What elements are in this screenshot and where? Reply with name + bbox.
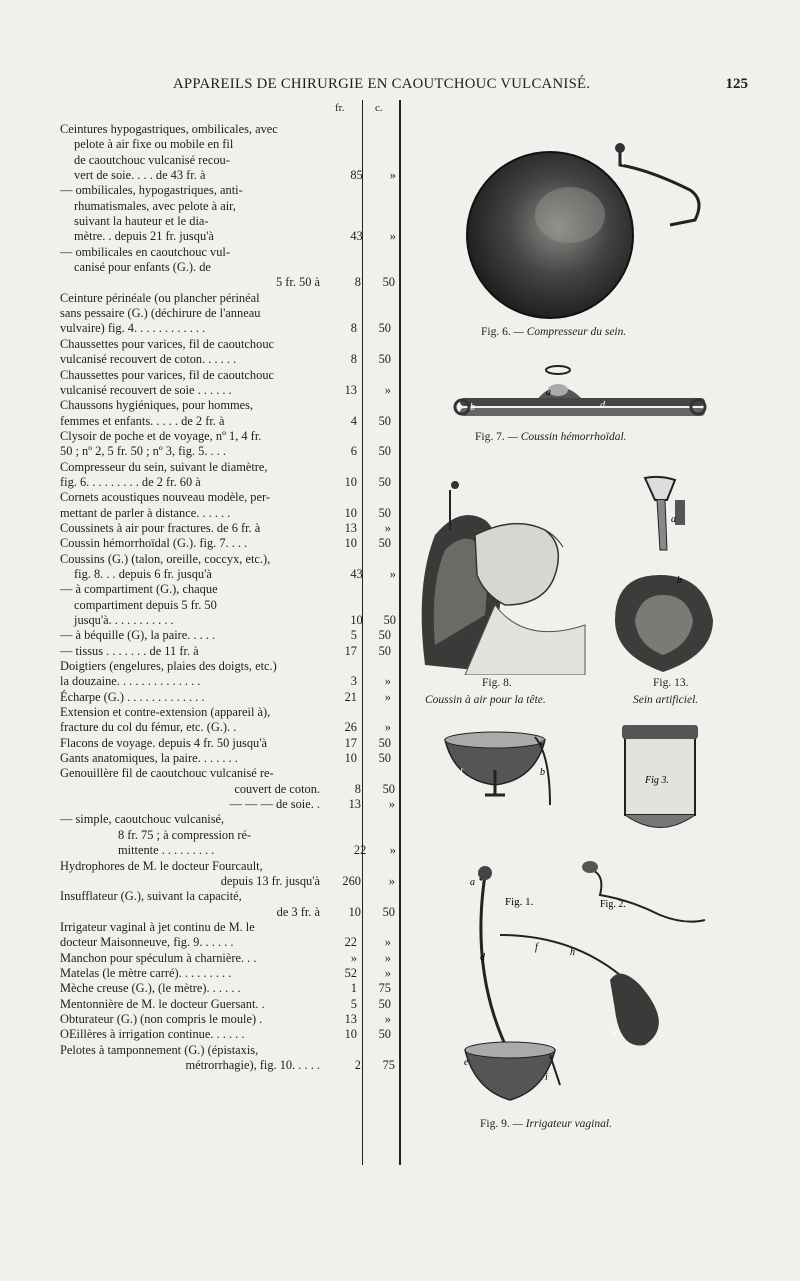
- price-row: [60, 1043, 400, 1058]
- price-row: [60, 552, 400, 567]
- price-centimes: 50: [378, 536, 391, 551]
- price-francs: [320, 859, 365, 874]
- price-francs: [320, 183, 365, 198]
- price-row: [60, 429, 400, 444]
- price-row: [60, 306, 400, 321]
- item-description: 8 fr. 75 ; à compression ré-: [118, 827, 252, 842]
- price-centimes: »: [389, 843, 396, 858]
- price-row: [60, 414, 400, 429]
- price-francs: [320, 122, 365, 137]
- fig9-inset3-label: Fig 3.: [645, 775, 669, 786]
- price-francs: 13: [344, 1011, 357, 1026]
- price-row: [60, 153, 400, 168]
- price-row: [60, 690, 400, 705]
- price-centimes: [371, 598, 400, 613]
- item-description: Hydrophores de M. le docteur Fourcault,: [60, 858, 263, 873]
- item-description: suivant la hauteur et le dia-: [74, 214, 209, 229]
- price-centimes: 50: [378, 321, 391, 336]
- price-francs: [320, 812, 365, 827]
- item-description: Pelotes à tamponnement (G.) (épistaxis,: [60, 1042, 259, 1057]
- price-row: [60, 981, 400, 996]
- price-centimes: 75: [378, 981, 391, 996]
- price-centimes: 50: [378, 628, 391, 643]
- price-row: [60, 812, 400, 827]
- item-description: la douzaine. . . . . . . . . . . . . .: [60, 674, 201, 689]
- item-description: pelote à air fixe ou mobile en fil: [74, 137, 234, 152]
- price-francs: [327, 214, 371, 229]
- price-row: [60, 582, 400, 597]
- price-row: [60, 1012, 400, 1027]
- price-row: [60, 368, 400, 383]
- fig13-caption-number: Fig. 13.: [653, 677, 689, 689]
- price-row: [60, 199, 400, 214]
- item-description: Mentonnière de M. le docteur Guersant. .: [60, 996, 265, 1011]
- price-francs: 10: [344, 474, 357, 489]
- item-description: Irrigateur vaginal à jet continu de M. le: [60, 919, 255, 934]
- price-row: [60, 352, 400, 367]
- price-row: [60, 751, 400, 766]
- price-row: [60, 598, 400, 613]
- price-centimes: 50: [378, 735, 391, 750]
- price-francs: 8: [350, 321, 357, 336]
- item-description: sans pessaire (G.) (déchirure de l'anneau: [60, 306, 261, 321]
- price-francs: [320, 291, 365, 306]
- item-description: Chaussettes pour varices, fil de caoutchouc: [60, 336, 275, 351]
- item-description: de caoutchouc vulcanisé recou-: [74, 152, 230, 167]
- price-row: [60, 782, 400, 797]
- price-francs: 13: [344, 382, 357, 397]
- price-row: [60, 490, 400, 505]
- price-row: [60, 1058, 400, 1073]
- price-centimes: [371, 260, 400, 275]
- price-francs: [320, 398, 365, 413]
- price-row: [60, 475, 400, 490]
- price-francs: [320, 368, 365, 383]
- fig7-letter-b: b: [470, 402, 475, 413]
- price-francs: [320, 337, 365, 352]
- price-centimes: 50: [382, 781, 395, 796]
- price-francs: [335, 828, 374, 843]
- item-description: — à compartiment (G.), chaque: [60, 582, 218, 597]
- price-centimes: 50: [378, 751, 391, 766]
- price-row: [60, 506, 400, 521]
- item-description: fracture du col du fémur, etc. (G.). .: [60, 720, 237, 735]
- price-francs: 43: [350, 566, 363, 581]
- item-description: Chaussons hygiéniques, pour hommes,: [60, 398, 254, 413]
- price-francs: 8: [350, 352, 357, 367]
- item-description: mètre. . depuis 21 fr. jusqu'à: [74, 229, 214, 244]
- price-row: [60, 567, 400, 582]
- price-row: [60, 935, 400, 950]
- price-centimes: 50: [382, 904, 395, 919]
- item-description: vulvaire) fig. 4. . . . . . . . . . . .: [60, 321, 206, 336]
- price-francs: 17: [344, 643, 357, 658]
- price-centimes: »: [388, 797, 395, 812]
- price-francs: 260: [342, 873, 361, 888]
- francs-column-header: fr.: [335, 102, 345, 114]
- price-centimes: [365, 812, 395, 827]
- price-centimes: »: [384, 689, 391, 704]
- item-description: — ombilicales en caoutchouc vul-: [60, 244, 230, 259]
- price-francs: 5: [350, 996, 357, 1011]
- price-centimes: [365, 889, 395, 904]
- price-centimes: [371, 153, 400, 168]
- item-description: Insufflateur (G.), suivant la capacité,: [60, 889, 242, 904]
- price-centimes: »: [384, 935, 391, 950]
- price-francs: »: [350, 950, 357, 965]
- price-francs: [320, 920, 365, 935]
- price-centimes: »: [384, 1011, 391, 1026]
- price-centimes: [365, 490, 395, 505]
- price-francs: [320, 889, 365, 904]
- price-centimes: »: [384, 950, 391, 965]
- item-description: 5 fr. 50 à: [275, 275, 320, 290]
- price-francs: [320, 659, 365, 674]
- price-centimes: [365, 337, 395, 352]
- price-row: [60, 889, 400, 904]
- item-description: Coussins (G.) (talon, oreille, coccyx, etc.),: [60, 551, 271, 566]
- page-header: [0, 76, 800, 100]
- price-centimes: »: [384, 520, 391, 535]
- price-francs: [320, 582, 365, 597]
- price-francs: 10: [348, 904, 361, 919]
- item-description: Gants anatomiques, la paire. . . . . . .: [60, 751, 238, 766]
- price-centimes: 50: [378, 352, 391, 367]
- fig9-letter-c: c: [540, 737, 545, 748]
- fig6-caption: Fig. 6. — Compresseur du sein.: [481, 326, 627, 338]
- price-centimes: [365, 1043, 395, 1058]
- fig9-letter-g: g: [612, 1027, 617, 1038]
- price-centimes: »: [384, 382, 391, 397]
- price-francs: 3: [350, 674, 357, 689]
- fig7-caption: Fig. 7. — Coussin hémorrhoïdal.: [475, 431, 627, 443]
- fig8-caption-label: Coussin à air pour la tête.: [425, 694, 546, 706]
- item-description: Cornets acoustiques nouveau modèle, per-: [60, 490, 270, 505]
- item-description: Manchon pour spéculum à charnière. . .: [60, 950, 257, 965]
- price-row: [60, 383, 400, 398]
- price-row: [60, 951, 400, 966]
- price-row: [60, 736, 400, 751]
- price-centimes: [365, 766, 395, 781]
- item-description: Doigtiers (engelures, plaies des doigts, etc.): [60, 659, 277, 674]
- price-francs: 10: [350, 613, 363, 627]
- price-row: [60, 229, 400, 244]
- price-francs: [320, 306, 365, 321]
- price-centimes: 50: [383, 613, 396, 627]
- price-centimes: [365, 398, 395, 413]
- price-centimes: [365, 245, 395, 260]
- price-row: [60, 291, 400, 306]
- price-francs: 13: [348, 797, 361, 812]
- price-francs: [327, 153, 371, 168]
- price-row: [60, 168, 400, 183]
- price-row: [60, 720, 400, 735]
- price-francs: 10: [344, 536, 357, 551]
- price-centimes: [365, 368, 395, 383]
- price-row: [60, 797, 400, 812]
- price-francs: [320, 766, 365, 781]
- price-francs: 10: [344, 751, 357, 766]
- price-francs: 5: [350, 628, 357, 643]
- price-row: [60, 659, 400, 674]
- price-francs: 8: [354, 781, 361, 796]
- item-description: Ceintures hypogastriques, ombilicales, avec: [60, 122, 278, 136]
- vaginal-irrigator-illustration: [440, 725, 720, 1130]
- price-centimes: [371, 137, 400, 152]
- page-number: 125: [725, 76, 748, 92]
- fig9-letter-d: d: [480, 952, 485, 963]
- fig13-letter-a: a: [671, 514, 676, 525]
- price-centimes: [365, 291, 395, 306]
- item-description: Mèche creuse (G.), (le mètre). . . . . .: [60, 981, 241, 996]
- fig9-letter-f: f: [535, 942, 538, 953]
- price-row: [60, 536, 400, 551]
- price-row: [60, 214, 400, 229]
- price-centimes: [365, 705, 395, 720]
- item-description: — — — de soie. .: [229, 797, 320, 812]
- price-centimes: [365, 582, 395, 597]
- price-francs: 1: [350, 981, 357, 996]
- price-francs: 43: [350, 229, 363, 244]
- price-centimes: 75: [382, 1057, 395, 1072]
- fig13-caption-label: Sein artificiel.: [633, 694, 699, 706]
- fig7-letter-d: d: [600, 400, 605, 411]
- price-centimes: 50: [378, 413, 391, 428]
- centimes-column-header: c.: [375, 102, 383, 114]
- price-francs: 21: [344, 689, 357, 704]
- price-row: [60, 613, 400, 628]
- item-description: jusqu'à. . . . . . . . . . .: [74, 613, 174, 627]
- price-row: [60, 1027, 400, 1042]
- price-centimes: »: [384, 720, 391, 735]
- price-row: [60, 859, 400, 874]
- price-centimes: [365, 859, 395, 874]
- fig9-inset1-label: Fig. 1.: [505, 896, 534, 908]
- artificial-breast-illustration: [605, 470, 725, 680]
- fig9-inset2-label: Fig. 2.: [600, 899, 626, 910]
- price-row: [60, 183, 400, 198]
- item-description: depuis 13 fr. jusqu'à: [220, 873, 320, 888]
- price-centimes: »: [388, 873, 395, 888]
- price-row: [60, 521, 400, 536]
- item-description: vert de soie. . . . de 43 fr. à: [74, 168, 206, 183]
- price-francs: 17: [344, 735, 357, 750]
- price-row: [60, 644, 400, 659]
- item-description: Extension et contre-extension (appareil à),: [60, 705, 271, 720]
- price-centimes: 50: [378, 505, 391, 520]
- item-description: — simple, caoutchouc vulcanisé,: [60, 812, 225, 827]
- price-centimes: 50: [382, 275, 395, 290]
- price-centimes: [371, 199, 400, 214]
- price-francs: 10: [344, 1027, 357, 1042]
- item-description: vulcanisé recouvert de soie . . . . . .: [60, 382, 232, 397]
- price-list: [60, 122, 400, 1073]
- price-row: [60, 828, 400, 843]
- price-row: [60, 245, 400, 260]
- fig9-caption: Fig. 9. — Irrigateur vaginal.: [480, 1118, 612, 1130]
- price-francs: [320, 705, 365, 720]
- price-francs: [327, 137, 371, 152]
- price-centimes: 50: [378, 996, 391, 1011]
- fig7-letter-a: a: [546, 387, 551, 398]
- price-row: [60, 628, 400, 643]
- fig9-letter-h: h: [570, 947, 575, 958]
- price-centimes: [365, 659, 395, 674]
- price-centimes: »: [384, 674, 391, 689]
- item-description: 50 ; nº 2, 5 fr. 50 ; nº 3, fig. 5. . . .: [60, 444, 227, 459]
- air-head-cushion-illustration: [405, 475, 590, 675]
- price-francs: 10: [344, 505, 357, 520]
- item-description: mittente . . . . . . . . .: [118, 843, 215, 858]
- price-centimes: [371, 214, 400, 229]
- item-description: Coussinets à air pour fractures. de 6 fr. à: [60, 520, 261, 535]
- price-francs: [327, 598, 371, 613]
- price-row: [60, 137, 400, 152]
- item-description: mettant de parler à distance. . . . . .: [60, 505, 231, 520]
- price-row: [60, 920, 400, 935]
- item-description: métrorrhagie), fig. 10. . . . .: [185, 1057, 320, 1072]
- price-centimes: [365, 920, 395, 935]
- item-description: Flacons de voyage. depuis 4 fr. 50 jusqu'à: [60, 735, 267, 750]
- price-centimes: »: [389, 229, 396, 244]
- item-description: rhumatismales, avec pelote à air,: [74, 198, 236, 213]
- fig9-letter-b1: b: [540, 767, 545, 778]
- item-description: docteur Maisonneuve, fig. 9. . . . . .: [60, 935, 234, 950]
- fig9-letter-a: a: [470, 877, 475, 888]
- item-description: de 3 fr. à: [276, 904, 320, 919]
- price-francs: 52: [344, 965, 357, 980]
- price-centimes: »: [384, 965, 391, 980]
- price-centimes: »: [389, 566, 396, 581]
- price-row: [60, 122, 400, 137]
- price-row: [60, 766, 400, 781]
- item-description: Chaussettes pour varices, fil de caoutchouc: [60, 367, 275, 382]
- item-description: fig. 8. . . depuis 6 fr. jusqu'à: [74, 566, 212, 581]
- item-description: fig. 6. . . . . . . . . de 2 fr. 60 à: [60, 474, 201, 489]
- item-description: Matelas (le mètre carré). . . . . . . . .: [60, 965, 232, 980]
- price-francs: [320, 429, 365, 444]
- price-row: [60, 444, 400, 459]
- price-centimes: [365, 183, 395, 198]
- price-francs: 22: [353, 843, 367, 858]
- price-centimes: 50: [378, 474, 391, 489]
- price-francs: [327, 260, 371, 275]
- price-centimes: [374, 828, 400, 843]
- price-row: [60, 321, 400, 336]
- hemorrhoid-cushion-illustration: [450, 362, 710, 432]
- price-centimes: [365, 429, 395, 444]
- price-francs: 85: [350, 168, 363, 183]
- price-centimes: [365, 306, 395, 321]
- item-description: Coussin hémorrhoïdal (G.). fig. 7. . . .: [60, 536, 248, 551]
- price-francs: [320, 490, 365, 505]
- item-description: — à béquille (G), la paire. . . . .: [60, 628, 216, 643]
- price-row: [60, 460, 400, 475]
- price-row: [60, 966, 400, 981]
- price-centimes: 50: [378, 1027, 391, 1042]
- fig9-letter-e: e: [464, 1057, 469, 1068]
- item-description: — tissus . . . . . . . de 11 fr. à: [60, 643, 199, 658]
- price-row: [60, 705, 400, 720]
- item-description: OEillères à irrigation continue. . . . . .: [60, 1027, 245, 1042]
- price-centimes: [365, 122, 395, 137]
- price-row: [60, 260, 400, 275]
- item-description: Genouillère fil de caoutchouc vulcanisé re-: [60, 766, 274, 781]
- fig13-letter-b: b: [677, 575, 682, 586]
- item-description: Compresseur du sein, suivant le diamètre,: [60, 459, 268, 474]
- item-description: femmes et enfants. . . . . de 2 fr. à: [60, 413, 225, 428]
- price-francs: [320, 1043, 365, 1058]
- price-centimes: »: [389, 168, 396, 183]
- item-description: Clysoir de poche et de voyage, nº 1, 4 fr.: [60, 428, 262, 443]
- price-francs: [320, 245, 365, 260]
- price-francs: 13: [344, 520, 357, 535]
- price-francs: [320, 552, 365, 567]
- price-francs: [327, 199, 371, 214]
- item-description: compartiment depuis 5 fr. 50: [74, 597, 217, 612]
- price-row: [60, 997, 400, 1012]
- fig9-letter-l: l: [460, 767, 463, 778]
- price-row: [60, 275, 400, 290]
- breast-compressor-illustration: [450, 130, 720, 345]
- item-description: Obturateur (G.) (non compris le moule) .: [60, 1011, 263, 1026]
- price-francs: 22: [344, 935, 357, 950]
- price-centimes: [365, 460, 395, 475]
- price-row: [60, 905, 400, 920]
- price-francs: 8: [354, 275, 361, 290]
- fig9-letter-i: i: [545, 1072, 548, 1083]
- price-centimes: 50: [378, 444, 391, 459]
- fig8-caption-number: Fig. 8.: [482, 677, 512, 689]
- price-row: [60, 674, 400, 689]
- price-row: [60, 843, 400, 858]
- price-row: [60, 398, 400, 413]
- price-centimes: 50: [378, 643, 391, 658]
- running-title: APPAREILS DE CHIRURGIE EN CAOUTCHOUC VULCANISÉ.: [173, 76, 591, 92]
- price-row: [60, 337, 400, 352]
- item-description: vulcanisé recouvert de coton. . . . . .: [60, 352, 237, 367]
- price-francs: 2: [354, 1057, 361, 1072]
- item-description: Ceinture périnéale (ou plancher périnéal: [60, 290, 260, 305]
- price-francs: 26: [344, 720, 357, 735]
- item-description: canisé pour enfants (G.). de: [74, 260, 211, 275]
- price-francs: 6: [350, 444, 357, 459]
- price-francs: [320, 460, 365, 475]
- price-centimes: [365, 552, 395, 567]
- price-francs: 4: [350, 413, 357, 428]
- item-description: Écharpe (G.) . . . . . . . . . . . . .: [60, 689, 205, 704]
- price-row: [60, 874, 400, 889]
- item-description: — ombilicales, hypogastriques, anti-: [60, 183, 243, 198]
- item-description: couvert de coton.: [234, 781, 320, 796]
